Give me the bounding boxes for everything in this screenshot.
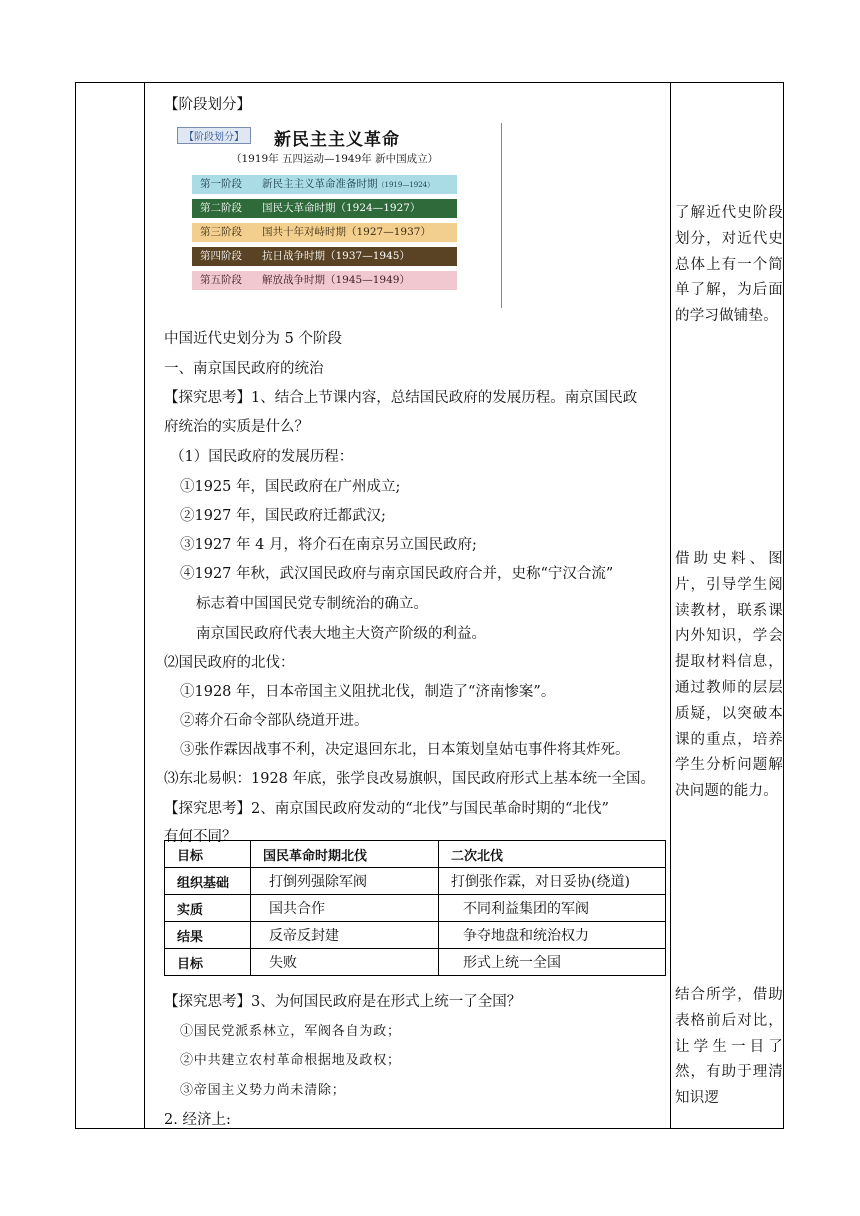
- table-header-cell: 二次北伐: [439, 841, 666, 868]
- body-text-line: 【探究思考】1、结合上节课内容，总结国民政府的发展历程。南京国民政: [164, 390, 638, 406]
- stage-period: （1919—1924）: [377, 181, 435, 189]
- section-heading: 【阶段划分】: [164, 97, 251, 113]
- teaching-note-2: 借助史料、图片，引导学生阅读教材，联系课内外知识，学会提取材料信息，通过教师的层层质疑，以突破本课的重点，培养学生分析问题解决问题的能力。: [675, 551, 783, 800]
- body-text-line: （1）国民政府的发展历程：: [170, 449, 354, 465]
- lesson-plan-table: [75, 82, 784, 1129]
- body-text-line: ②中共建立农村革命根据地及政权；: [180, 1053, 401, 1068]
- body-text-line: 2. 经济上:: [164, 1112, 231, 1128]
- stage-name: 抗日战争时期（1937—1945）: [262, 250, 410, 262]
- table-header-cell: 国民革命时期北伐: [251, 841, 439, 868]
- table-row-label: 实质: [165, 895, 251, 922]
- timeline-title: 新民主主义革命: [274, 130, 400, 150]
- table-cell: 反帝反封建: [251, 922, 439, 949]
- body-text-line: 【探究思考】3、为何国民政府是在形式上统一了全国？: [164, 994, 522, 1010]
- table-cell: 失败: [251, 949, 439, 976]
- body-text-line: ③帝国主义势力尚未清除；: [180, 1083, 346, 1098]
- stage-name: 国共十年对峙时期（1927—1937）: [262, 226, 431, 238]
- comparison-table: [164, 840, 666, 976]
- stage-label: 第二阶段: [200, 202, 242, 214]
- table-header-row: [165, 841, 666, 868]
- table-cell: 打倒张作霖，对日妥协(绕道): [439, 868, 666, 895]
- body-text-line: ①1928 年，日本帝国主义阻扰北伐，制造了“济南惨案”。: [180, 684, 556, 700]
- timeline-stage-bar: [192, 223, 457, 242]
- timeline-stage-bar: [192, 271, 457, 290]
- table-cell: 国共合作: [251, 895, 439, 922]
- timeline-stage-bar: [192, 199, 457, 218]
- body-text-line: 中国近代史划分为 5 个阶段: [164, 331, 342, 347]
- body-text-line: 府统治的实质是什么？: [164, 419, 309, 435]
- stage-name: 国民大革命时期（1924—1927）: [262, 202, 421, 214]
- body-text-line: ②蒋介石命令部队绕道开进。: [180, 713, 369, 729]
- stage-label: 第五阶段: [200, 274, 242, 286]
- column-divider: [670, 83, 671, 1128]
- body-text-line: ⑶东北易帜：1928 年底，张学良改易旗帜，国民政府形式上基本统一全国。: [164, 771, 656, 787]
- body-text-line: 一、南京国民政府的统治: [164, 361, 324, 377]
- table-row: [165, 895, 666, 922]
- stage-timeline-image: [171, 123, 502, 308]
- timeline-stage-bar: [192, 175, 457, 194]
- stage-label: 第一阶段: [200, 178, 242, 190]
- body-text-line: ③1927 年 4 月，将介石在南京另立国民政府;: [180, 537, 477, 553]
- body-text-line: ③张作霖因战事不利，决定退回东北，日本策划皇姑屯事件将其炸死。: [180, 742, 630, 758]
- body-text-line: 有何不同？: [164, 829, 237, 845]
- table-row: [165, 922, 666, 949]
- body-text-line: ①1925 年，国民政府在广州成立;: [180, 479, 401, 495]
- timeline-tag: 【阶段划分】: [177, 127, 251, 144]
- table-row: [165, 868, 666, 895]
- table-row-label: 结果: [165, 922, 251, 949]
- body-text-line: 标志着中国国民党专制统治的确立。: [196, 596, 428, 612]
- table-row-label: 组织基础: [165, 868, 251, 895]
- table-row: [165, 949, 666, 976]
- stage-label: 第四阶段: [200, 250, 242, 262]
- teaching-note-1: 了解近代史阶段划分，对近代史总体上有一个简单了解，为后面的学习做铺垫。: [675, 205, 783, 325]
- body-text-line: ②1927 年，国民政府迁都武汉;: [180, 508, 386, 524]
- timeline-stage-bar: [192, 247, 457, 266]
- stage-label: 第三阶段: [200, 226, 242, 238]
- timeline-subtitle: （1919年 五四运动—1949年 新中国成立）: [231, 153, 439, 165]
- table-row-label: 目标: [165, 949, 251, 976]
- table-cell: 不同利益集团的军阀: [439, 895, 666, 922]
- body-text-line: ⑵国民政府的北伐：: [164, 655, 295, 671]
- body-text-line: ④1927 年秋，武汉国民政府与南京国民政府合并，史称“宁汉合流”: [180, 566, 614, 582]
- column-divider: [144, 83, 145, 1128]
- table-header-cell: 目标: [165, 841, 251, 868]
- table-cell: 形式上统一全国: [439, 949, 666, 976]
- body-text-line: 南京国民政府代表大地主大资产阶级的利益。: [196, 626, 486, 642]
- table-cell: 争夺地盘和统治权力: [439, 922, 666, 949]
- teaching-note-3: 结合所学，借助表格前后对比，让学生一目了然，有助于理清知识逻: [675, 987, 783, 1107]
- table-cell: 打倒列强除军阀: [251, 868, 439, 895]
- stage-name: 新民主主义革命准备时期: [262, 178, 378, 190]
- body-text-line: 【探究思考】2、南京国民政府发动的“北伐”与国民革命时期的“北伐”: [164, 801, 609, 817]
- stage-name: 解放战争时期（1945—1949）: [262, 274, 410, 286]
- body-text-line: ①国民党派系林立，军阀各自为政；: [180, 1024, 401, 1039]
